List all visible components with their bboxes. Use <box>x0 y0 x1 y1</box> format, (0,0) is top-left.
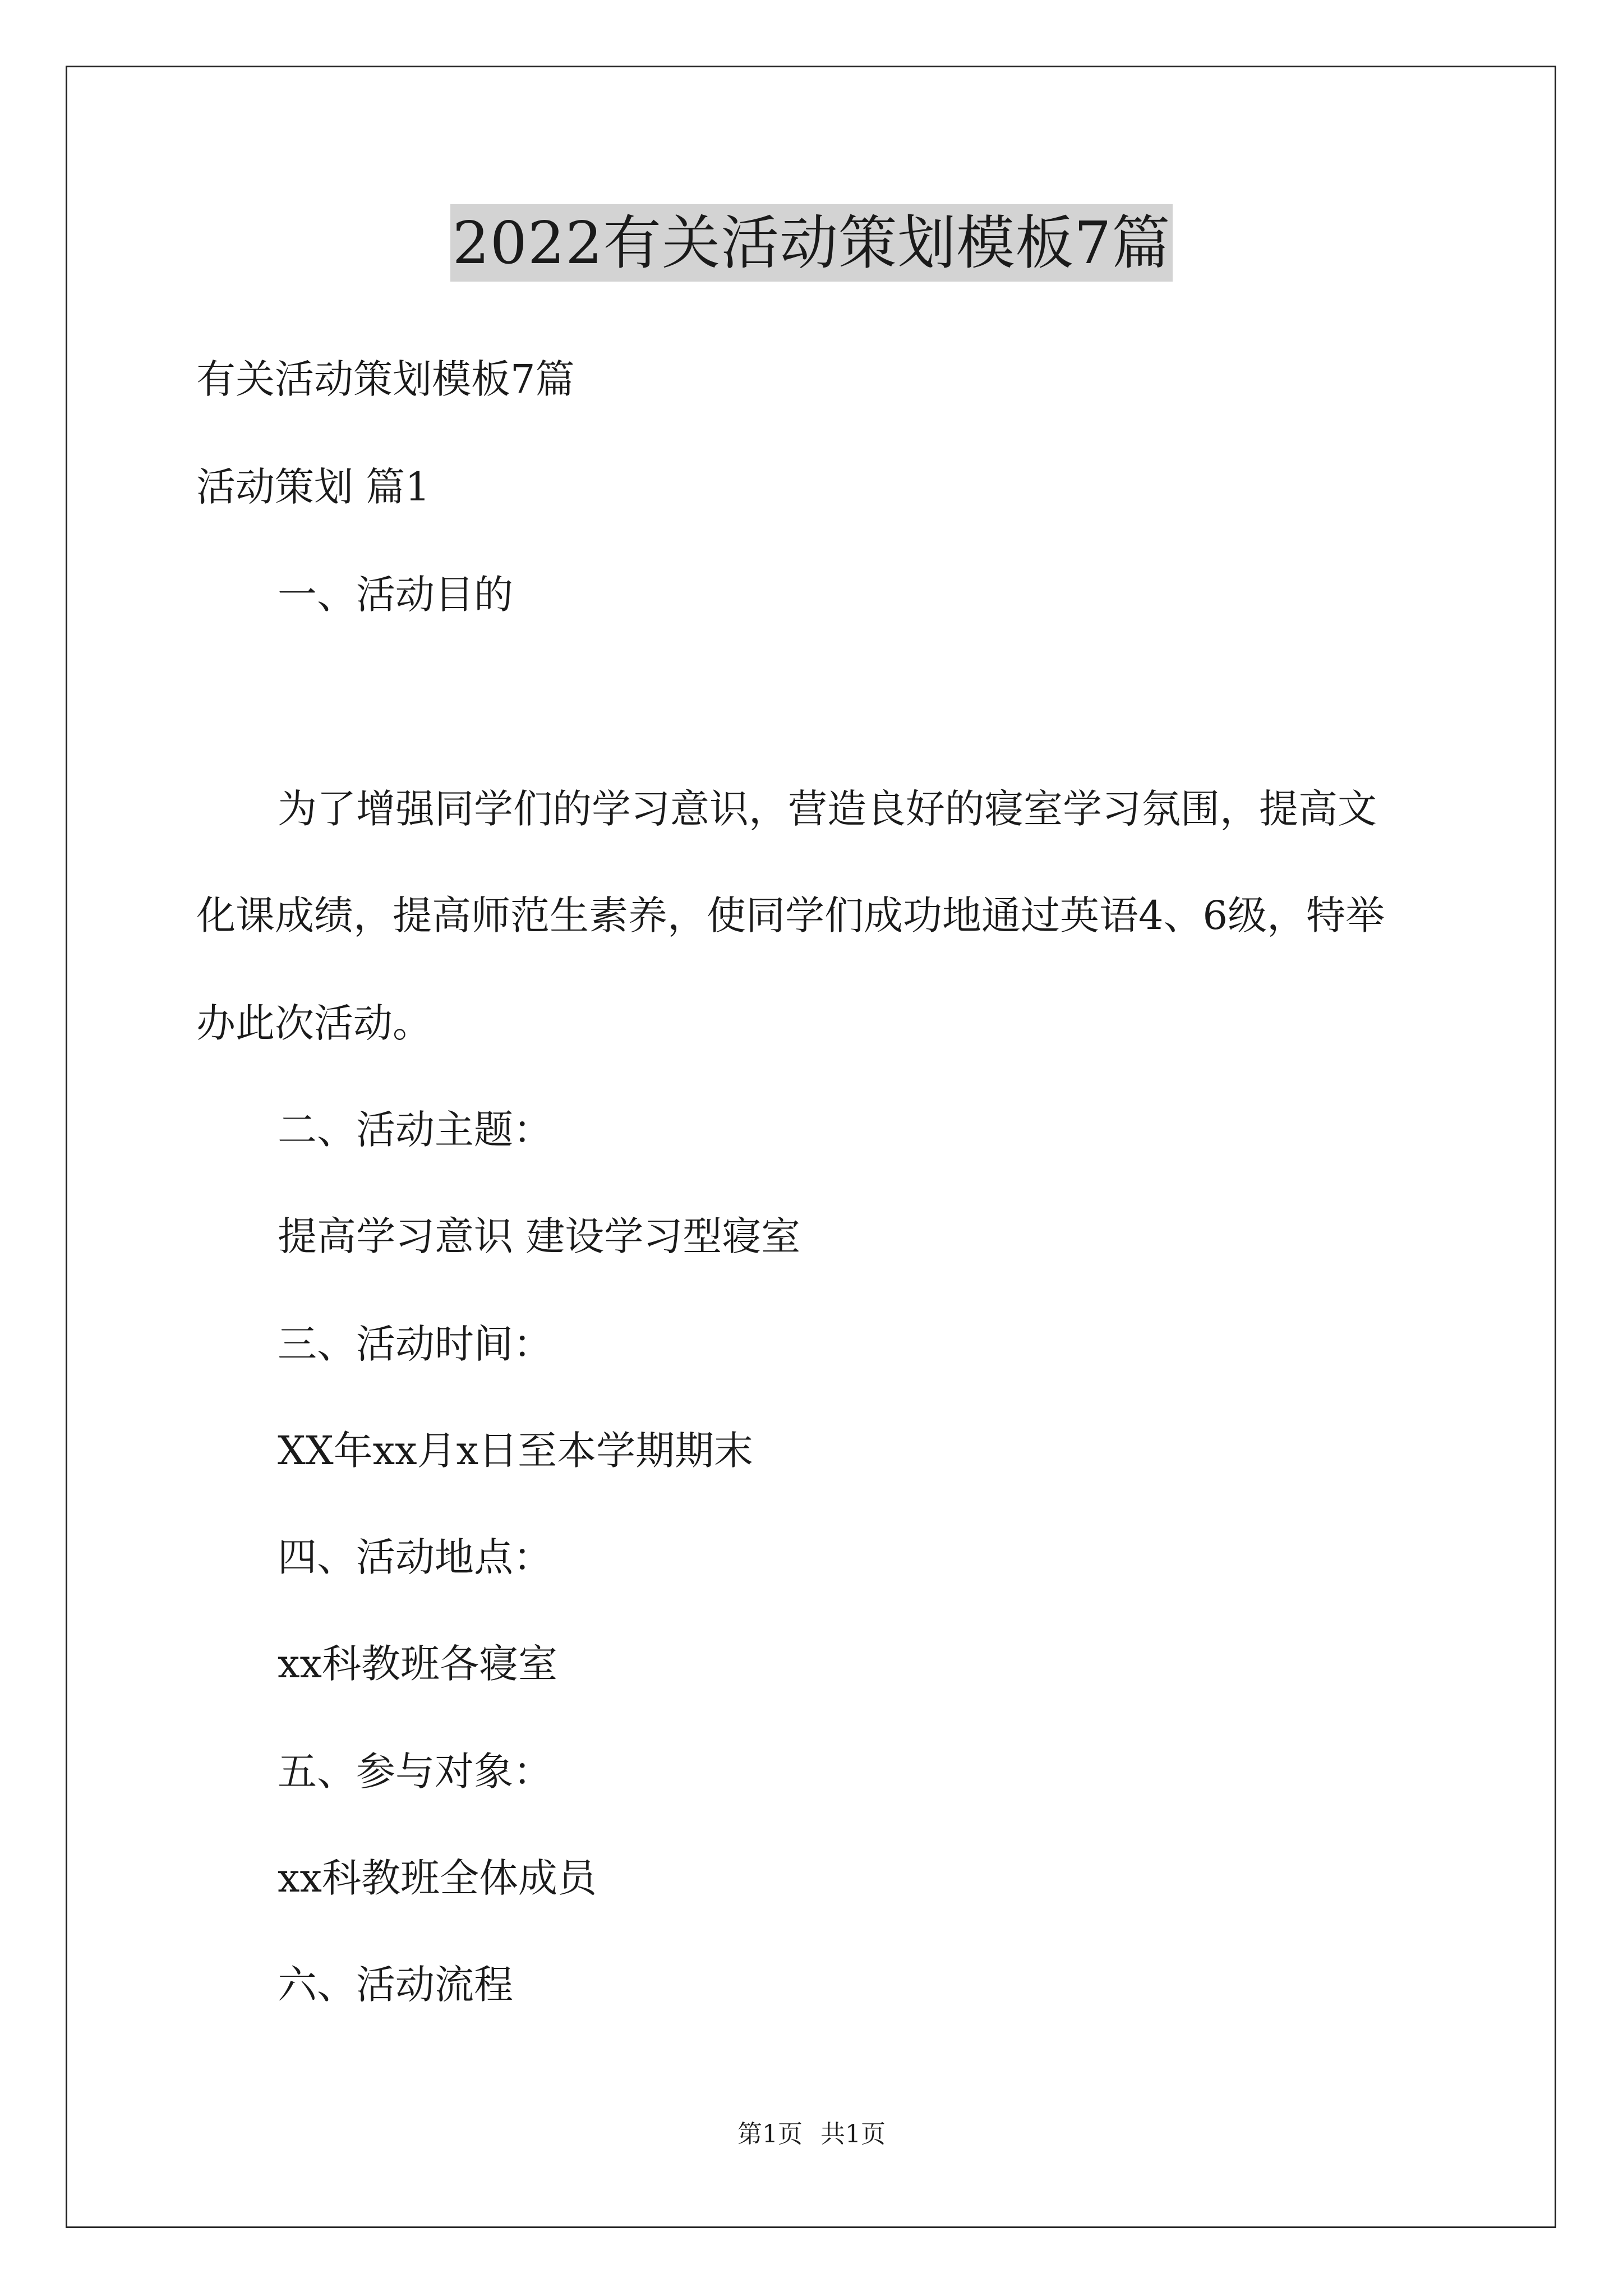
heading-purpose: 一、活动目的 <box>278 572 513 618</box>
location-text: xx科教班各寝室 <box>278 1641 557 1687</box>
paragraph-line: 化课成绩，提高师范生素养，使同学们成功地通过英语4、6级，特举 <box>196 892 1385 938</box>
participants-text: xx科教班全体成员 <box>278 1855 597 1901</box>
paragraph-line: 为了增强同学们的学习意识，营造良好的寝室学习氛围，提高文 <box>278 786 1377 832</box>
document-subtitle: 有关活动策划模板7篇 <box>196 356 575 402</box>
page-footer: 第1页 共1页 <box>737 2120 886 2148</box>
section-heading: 活动策划 篇1 <box>196 464 430 510</box>
theme-text: 提高学习意识 建设学习型寝室 <box>278 1213 801 1259</box>
heading-theme: 二、活动主题： <box>278 1107 552 1153</box>
document-title: 2022有关活动策划模板7篇 <box>450 204 1173 282</box>
paragraph-line: 办此次活动。 <box>196 1000 432 1046</box>
heading-process: 六、活动流程 <box>278 1962 513 2008</box>
heading-location: 四、活动地点： <box>278 1534 552 1580</box>
heading-time: 三、活动时间： <box>278 1321 552 1367</box>
title-container <box>0 204 1623 282</box>
time-text: XX年xx月x日至本学期期末 <box>278 1428 754 1474</box>
heading-participants: 五、参与对象： <box>278 1749 552 1795</box>
